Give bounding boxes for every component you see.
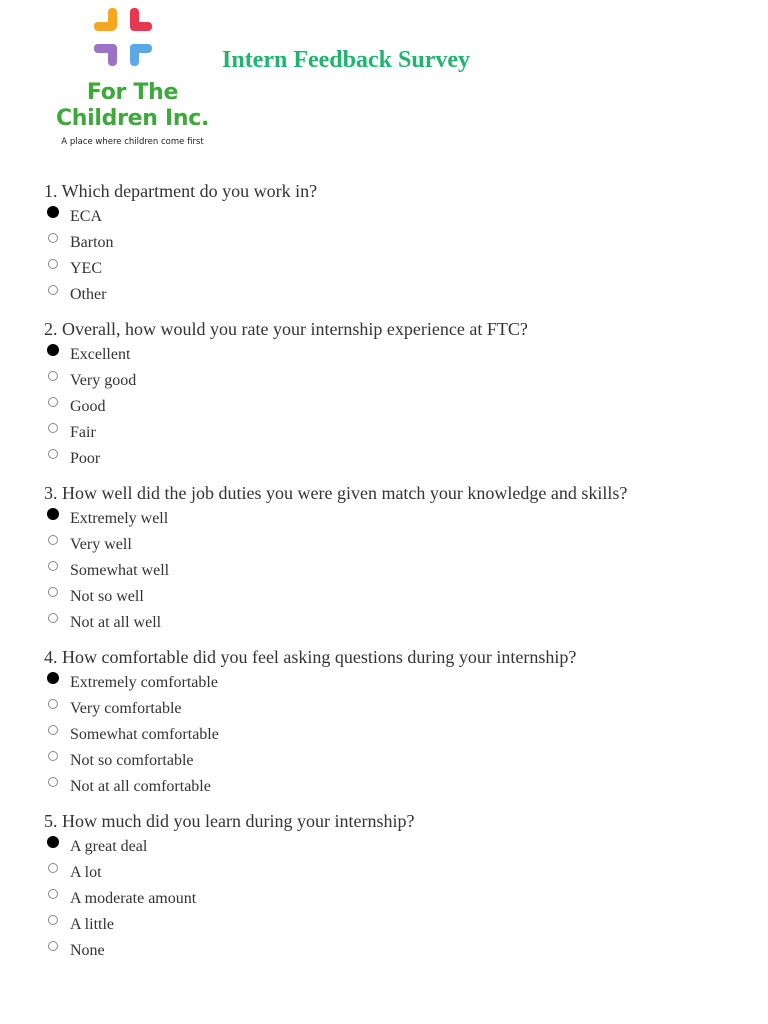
radio-unchecked-icon[interactable] (48, 449, 58, 459)
answer-option-label: Not at all well (70, 614, 162, 631)
logo-mark-red (130, 8, 139, 30)
answer-option-label: None (70, 942, 105, 959)
radio-unchecked-icon[interactable] (48, 863, 58, 873)
radio-unchecked-icon[interactable] (48, 259, 58, 269)
question-3 (44, 480, 744, 636)
radio-checked-icon[interactable] (47, 672, 59, 684)
answer-option-label: YEC (70, 260, 102, 277)
answer-option[interactable] (44, 748, 744, 774)
logo-name-line2: Children Inc. (55, 106, 210, 131)
radio-unchecked-icon[interactable] (48, 613, 58, 623)
question-text: 3. How well did the job duties you were given match your knowledge and skills? (44, 483, 628, 503)
answer-option[interactable] (44, 282, 744, 308)
answer-option-label: A great deal (70, 838, 148, 855)
question-2 (44, 316, 744, 472)
radio-unchecked-icon[interactable] (48, 561, 58, 571)
answer-option[interactable] (44, 610, 744, 636)
question-1 (44, 178, 744, 308)
question-4 (44, 644, 744, 800)
answer-option[interactable] (44, 912, 744, 938)
answer-option-label: A lot (70, 864, 102, 881)
answer-option[interactable] (44, 696, 744, 722)
answer-option-label: Somewhat well (70, 562, 170, 579)
radio-unchecked-icon[interactable] (48, 699, 58, 709)
logo-name-line1: For The (86, 80, 179, 105)
question-text: 2. Overall, how would you rate your internship experience at FTC? (44, 319, 528, 339)
answer-option[interactable] (44, 256, 744, 282)
answer-option-label: Not at all comfortable (70, 778, 211, 795)
answer-option-label: Good (70, 398, 106, 415)
answer-option-label: Poor (70, 450, 101, 467)
answer-option[interactable] (44, 394, 744, 420)
answer-option[interactable] (44, 368, 744, 394)
radio-unchecked-icon[interactable] (48, 725, 58, 735)
question-text: 1. Which department do you work in? (44, 181, 318, 201)
radio-unchecked-icon[interactable] (48, 285, 58, 295)
answer-option[interactable] (44, 938, 744, 964)
radio-unchecked-icon[interactable] (48, 777, 58, 787)
radio-unchecked-icon[interactable] (48, 941, 58, 951)
radio-unchecked-icon[interactable] (48, 535, 58, 545)
answer-option-label: A moderate amount (70, 890, 197, 907)
answer-option[interactable] (44, 558, 744, 584)
radio-unchecked-icon[interactable] (48, 587, 58, 597)
radio-unchecked-icon[interactable] (48, 751, 58, 761)
answer-option-label: Excellent (70, 346, 131, 363)
answer-option[interactable] (44, 420, 744, 446)
answer-option-label: Barton (70, 234, 114, 251)
question-text: 4. How comfortable did you feel asking questions during your internship? (44, 647, 577, 667)
radio-checked-icon[interactable] (47, 508, 59, 520)
logo-mark-icon (92, 6, 156, 70)
answer-option[interactable] (44, 446, 744, 472)
answer-option[interactable] (44, 506, 744, 532)
question-text: 5. How much did you learn during your internship? (44, 811, 415, 831)
answer-option[interactable] (44, 860, 744, 886)
answer-option-label: Extremely comfortable (70, 674, 218, 691)
radio-unchecked-icon[interactable] (48, 915, 58, 925)
answer-option[interactable] (44, 834, 744, 860)
answer-option-label: ECA (70, 208, 102, 225)
answer-option[interactable] (44, 342, 744, 368)
answer-option[interactable] (44, 670, 744, 696)
answer-option[interactable] (44, 204, 744, 230)
answer-option[interactable] (44, 774, 744, 800)
logo-mark-purple (108, 44, 117, 66)
survey-title: Intern Feedback Survey (222, 47, 470, 73)
radio-unchecked-icon[interactable] (48, 371, 58, 381)
answer-option[interactable] (44, 584, 744, 610)
question-5 (44, 808, 744, 964)
answer-option[interactable] (44, 886, 744, 912)
answer-option-label: Not so well (70, 588, 144, 605)
radio-unchecked-icon[interactable] (48, 423, 58, 433)
answer-option-label: Very well (70, 536, 132, 553)
answer-option[interactable] (44, 230, 744, 256)
logo-mark-orange (108, 8, 117, 30)
answer-option[interactable] (44, 722, 744, 748)
answer-option-label: Very good (70, 372, 137, 389)
answer-option-label: Somewhat comfortable (70, 726, 219, 743)
logo-mark-blue (130, 44, 139, 66)
radio-unchecked-icon[interactable] (48, 233, 58, 243)
radio-unchecked-icon[interactable] (48, 889, 58, 899)
question-list (44, 178, 744, 972)
answer-option-label: A little (70, 916, 114, 933)
radio-checked-icon[interactable] (47, 206, 59, 218)
answer-option[interactable] (44, 532, 744, 558)
answer-option-label: Extremely well (70, 510, 169, 527)
company-logo (50, 6, 215, 146)
radio-unchecked-icon[interactable] (48, 397, 58, 407)
answer-option-label: Not so comfortable (70, 752, 194, 769)
radio-checked-icon[interactable] (47, 836, 59, 848)
radio-checked-icon[interactable] (47, 344, 59, 356)
logo-tagline: A place where children come first (61, 137, 204, 147)
answer-option-label: Very comfortable (70, 700, 182, 717)
answer-option-label: Fair (70, 424, 96, 441)
answer-option-label: Other (70, 286, 107, 303)
